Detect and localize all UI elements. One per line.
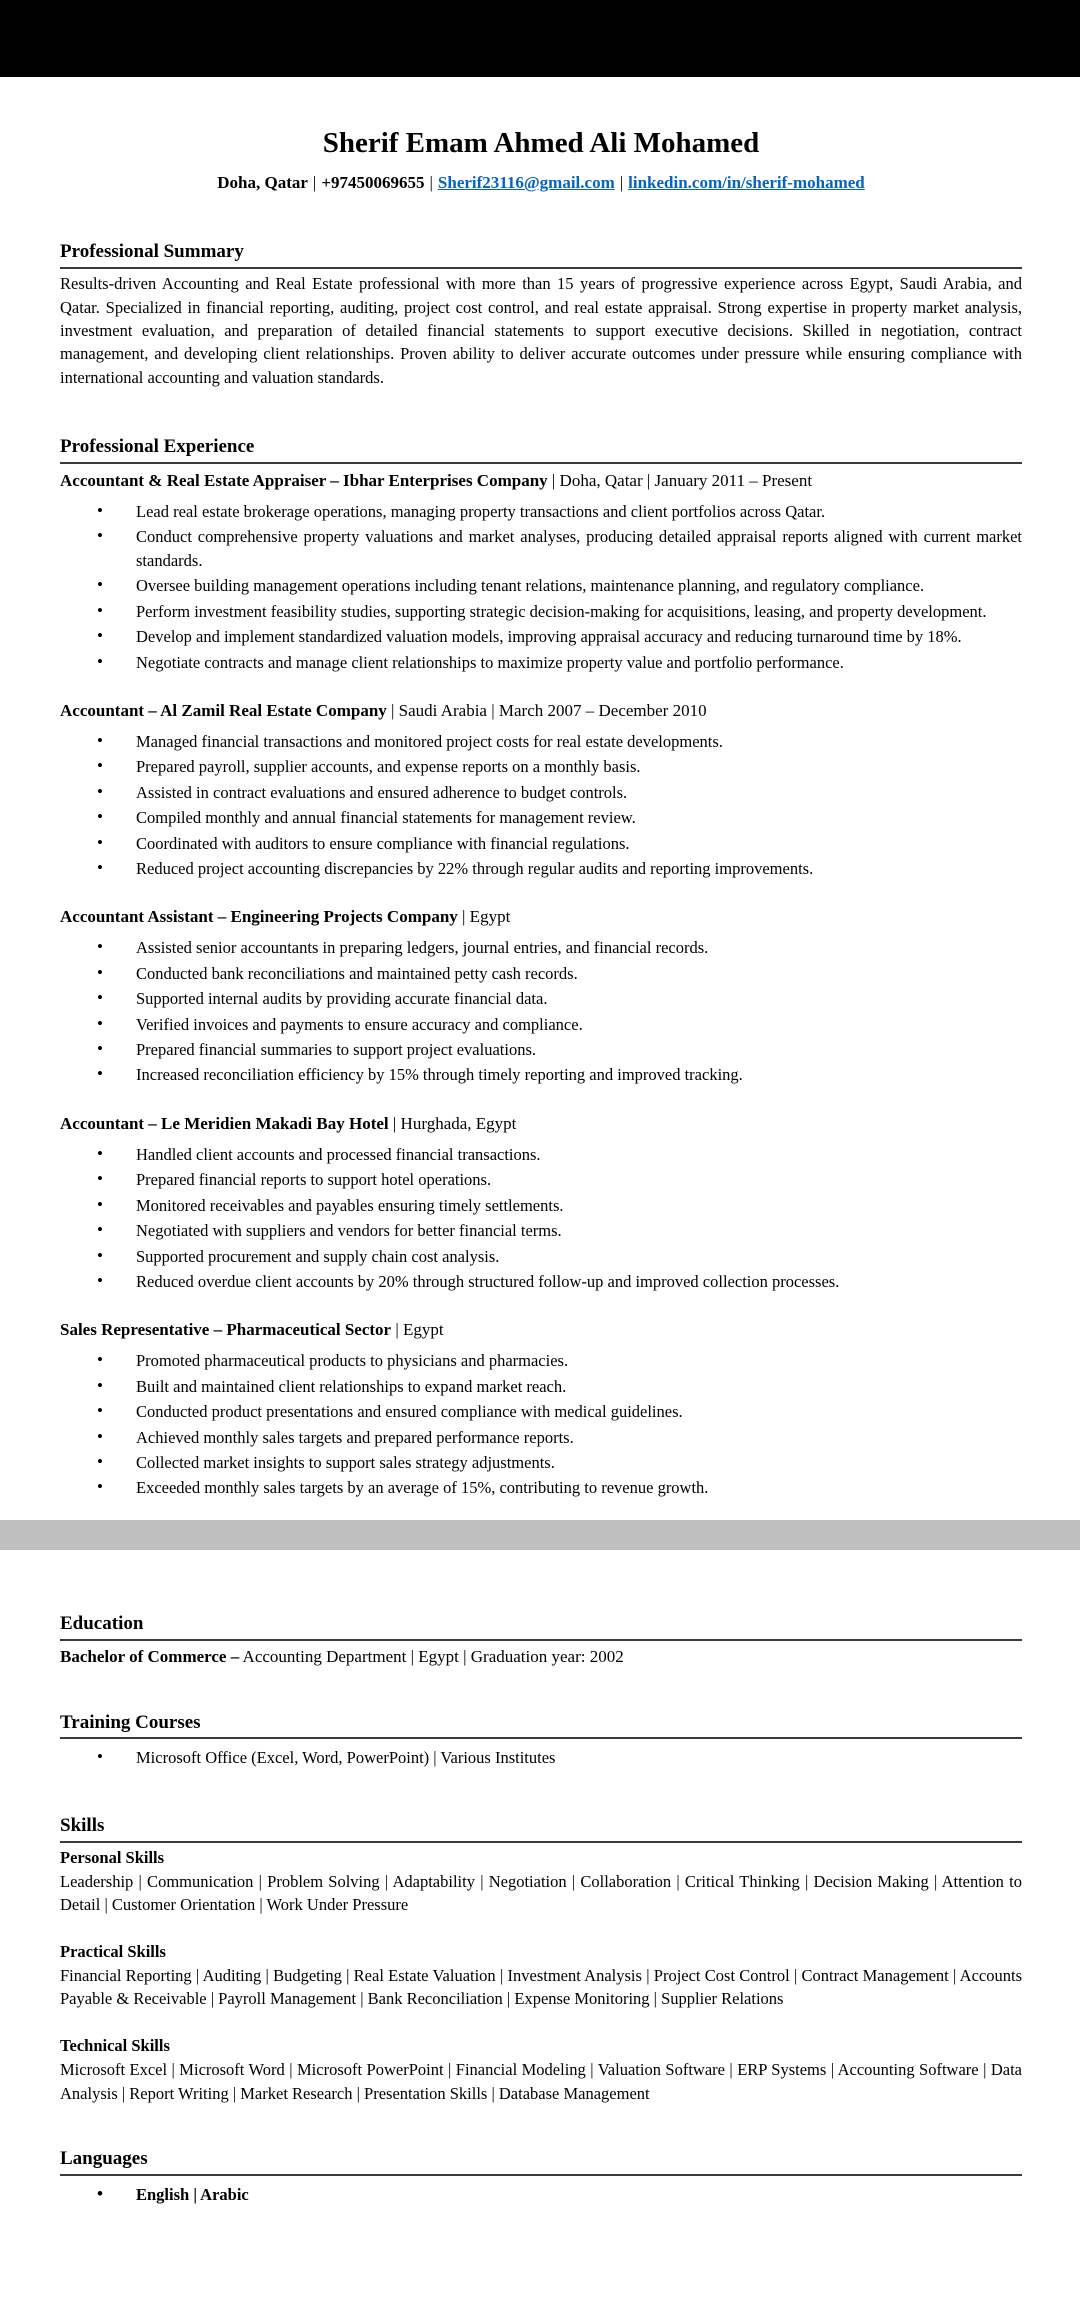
degree-line (60, 1641, 1022, 1669)
job-bullet-list (60, 1349, 1022, 1500)
job-title (60, 696, 1022, 723)
training-item: • Microsoft Office (Excel, Word, PowerPoint) | Various Institutes (60, 1746, 1022, 1769)
job-title (60, 1315, 1022, 1342)
job-entry (60, 902, 1022, 1086)
job-bullet: • Prepared financial reports to support hotel operations. (60, 1168, 1022, 1191)
job-bullet: • Perform investment feasibility studies, supporting strategic decision-making for acquisitions, leasing, and property development. (60, 600, 1022, 623)
job-bullet: • Negotiate contracts and manage client relationships to maximize property value and portfolio performance. (60, 651, 1022, 674)
linkedin-link[interactable]: linkedin.com/in/sherif-mohamed (628, 173, 865, 193)
candidate-name: Sherif Emam Ahmed Ali Mohamed (322, 127, 760, 159)
contact-phone: +97450069655 (321, 173, 425, 193)
skill-group-technical (60, 2035, 1022, 2105)
job-bullet: • Increased reconciliation efficiency by 15% through timely reporting and improved tracking. (60, 1063, 1022, 1086)
skill-group-label: Practical Skills (60, 1941, 166, 1961)
job-title-meta: | Hurghada, Egypt (388, 1113, 517, 1133)
skill-group-text: Microsoft Excel | Microsoft Word | Microsoft PowerPoint | Financial Modeling | Valuation Software | ERP Systems | Accounting Software | Data Analysis | Report Writing | Market Research | Presentation Skills | Database Management (60, 2060, 1022, 2103)
job-title-bold: Accountant – Le Meridien Makadi Bay Hotel (60, 1113, 389, 1133)
section-languages (60, 2147, 1022, 2206)
job-bullet: • Conducted product presentations and ensured compliance with medical guidelines. (60, 1400, 1022, 1423)
job-bullet: • Negotiated with suppliers and vendors for better financial terms. (60, 1219, 1022, 1242)
section-education (60, 1612, 1022, 1669)
job-entry (60, 1109, 1022, 1293)
resume-page-2 (0, 1550, 1080, 2206)
section-skills (60, 1814, 1022, 2105)
job-entry (60, 466, 1022, 674)
job-title-bold: Accountant & Real Estate Appraiser – Ibhar Enterprises Company (60, 471, 548, 491)
job-bullet: • Compiled monthly and annual financial statements for management review. (60, 806, 1022, 829)
top-black-bar (0, 0, 1080, 77)
job-bullet-list (60, 500, 1022, 674)
section-heading-languages: Languages (60, 2147, 1022, 2176)
job-title-meta: | Doha, Qatar | January 2011 – Present (547, 471, 813, 491)
job-bullet: • Conducted bank reconciliations and maintained petty cash records. (60, 962, 1022, 985)
job-bullet-list (60, 730, 1022, 881)
job-bullet: • Conduct comprehensive property valuations and market analyses, producing detailed appraisal reports aligned with current market standards. (60, 525, 1022, 572)
job-bullet: • Supported internal audits by providing accurate financial data. (60, 987, 1022, 1010)
job-bullet: • Assisted senior accountants in preparing ledgers, journal entries, and financial records. (60, 936, 1022, 959)
job-bullet: • Supported procurement and supply chain cost analysis. (60, 1245, 1022, 1268)
languages-list (60, 2183, 1022, 2206)
job-title-meta: | Egypt (457, 907, 511, 927)
resume-page-1 (0, 127, 1080, 1520)
job-title (60, 466, 1022, 493)
section-heading-training: Training Courses (60, 1711, 1022, 1740)
job-bullet: • Develop and implement standardized valuation models, improving appraisal accuracy and reducing turnaround time by 18%. (60, 625, 1022, 648)
job-title-meta: | Egypt (391, 1320, 444, 1340)
skill-group-practical (60, 1941, 1022, 2011)
contact-separator: | (312, 173, 317, 193)
job-bullet: • Coordinated with auditors to ensure compliance with financial regulations. (60, 832, 1022, 855)
job-bullet: • Built and maintained client relationships to expand market reach. (60, 1375, 1022, 1398)
degree-title: Bachelor of Commerce – (60, 1646, 240, 1666)
language-item: • English | Arabic (60, 2183, 1022, 2206)
job-entry (60, 1315, 1022, 1499)
page-break-bar (0, 1520, 1080, 1550)
job-bullet: • Handled client accounts and processed financial transactions. (60, 1143, 1022, 1166)
section-training-courses (60, 1711, 1022, 1770)
job-bullet: • Lead real estate brokerage operations, managing property transactions and client portfolios across Qatar. (60, 500, 1022, 523)
job-bullet: • Reduced overdue client accounts by 20% through structured follow-up and improved collection processes. (60, 1270, 1022, 1293)
job-bullet: • Verified invoices and payments to ensure accuracy and compliance. (60, 1013, 1022, 1036)
skill-group-label: Technical Skills (60, 2035, 170, 2055)
section-professional-experience (60, 435, 1022, 1500)
job-bullet: • Oversee building management operations including tenant relations, maintenance planning, and regulatory compliance. (60, 574, 1022, 597)
job-bullet-list (60, 1143, 1022, 1294)
section-professional-summary (60, 240, 1022, 389)
training-list (60, 1746, 1022, 1769)
skill-group-text: Financial Reporting | Auditing | Budgeting | Real Estate Valuation | Investment Analysis | Project Cost Control | Contract Management | Accounts Payable & Receivable | Payroll Management | Bank Reconciliation | Expense Monitoring | Supplier Relations (60, 1965, 1022, 2009)
job-title (60, 1109, 1022, 1136)
skill-group-text: Leadership | Communication | Problem Solving | Adaptability | Negotiation | Collaboration | Critical Thinking | Decision Making | Attention to Detail | Customer Orientation | Work Under Pressure (60, 1871, 1022, 1915)
email-link[interactable]: Sherif23116@gmail.com (437, 173, 615, 193)
section-heading-skills: Skills (60, 1814, 1022, 1843)
section-heading-education: Education (60, 1612, 1022, 1641)
job-bullet: • Prepared financial summaries to support project evaluations. (60, 1038, 1022, 1061)
contact-line (60, 172, 1022, 194)
job-entry (60, 696, 1022, 880)
job-bullet: • Exceeded monthly sales targets by an average of 15%, contributing to revenue growth. (60, 1476, 1022, 1499)
contact-separator: | (619, 173, 624, 193)
section-heading-experience: Professional Experience (60, 435, 1022, 464)
job-title-meta: | Saudi Arabia | March 2007 – December 2010 (386, 700, 707, 720)
job-title-bold: Sales Representative – Pharmaceutical Sector (60, 1320, 392, 1340)
section-heading-summary: Professional Summary (60, 240, 1022, 269)
degree-meta: Accounting Department | Egypt | Graduation year: 2002 (239, 1646, 624, 1666)
job-bullet-list (60, 936, 1022, 1087)
job-title-bold: Accountant – Al Zamil Real Estate Company (60, 700, 387, 720)
job-title-bold: Accountant Assistant – Engineering Projects Company (60, 907, 458, 927)
job-bullet: • Achieved monthly sales targets and prepared performance reports. (60, 1426, 1022, 1449)
contact-location: Doha, Qatar (217, 173, 308, 193)
summary-paragraph: Results-driven Accounting and Real Estate professional with more than 15 years of progressive experience across Egypt, Saudi Arabia, and Qatar. Specialized in financial reporting, auditing, project cost control, and real estate appraisal. Strong expertise in property market analysis, investment evaluation, and preparation of detailed financial statements to support executive decisions. Skilled in negotiation, contract management, and developing client relationships. Proven ability to deliver accurate outcomes under pressure while ensuring compliance with international accounting and valuation standards. (60, 274, 1022, 387)
job-title (60, 902, 1022, 929)
contact-separator: | (429, 173, 433, 193)
skill-group-label: Personal Skills (60, 1847, 165, 1867)
job-bullet: • Assisted in contract evaluations and ensured adherence to budget controls. (60, 781, 1022, 804)
skill-group-personal (60, 1847, 1022, 1917)
job-bullet: • Collected market insights to support sales strategy adjustments. (60, 1451, 1022, 1474)
job-bullet: • Monitored receivables and payables ensuring timely settlements. (60, 1194, 1022, 1217)
job-bullet: • Managed financial transactions and monitored project costs for real estate developments. (60, 730, 1022, 753)
job-bullet: • Prepared payroll, supplier accounts, and expense reports on a monthly basis. (60, 755, 1022, 778)
job-bullet: • Promoted pharmaceutical products to physicians and pharmacies. (60, 1349, 1022, 1372)
job-bullet: • Reduced project accounting discrepancies by 22% through regular audits and reporting improvements. (60, 857, 1022, 880)
